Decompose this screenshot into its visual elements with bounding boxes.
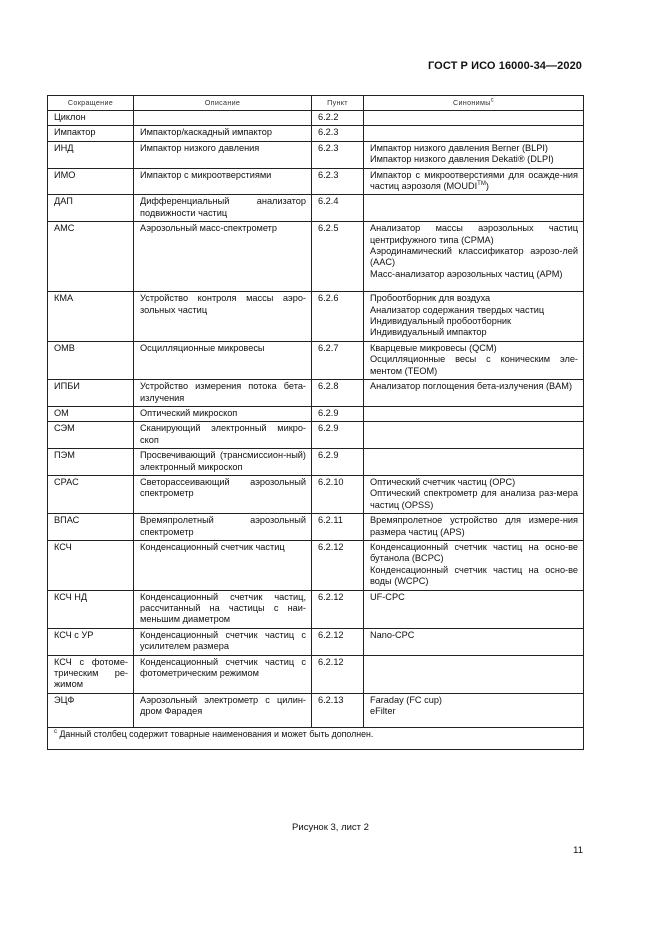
table-footnote bbox=[48, 727, 584, 749]
cell-synonyms bbox=[364, 628, 584, 655]
synonym-text: Импактор с микроотверстиями для осажде-ния частиц аэрозоля (MOUDI bbox=[370, 169, 578, 192]
cell-abbreviation: КСЧ НД bbox=[48, 590, 134, 628]
synonym-text: Аэродинамический классификатор аэрозо-лей (AAC) bbox=[370, 246, 578, 268]
synonym-line bbox=[370, 477, 578, 488]
cell-clause: 6.2.3 bbox=[312, 168, 364, 195]
cell-clause: 6.2.7 bbox=[312, 341, 364, 379]
cell-abbreviation: СЭМ bbox=[48, 422, 134, 449]
cell-synonyms bbox=[364, 380, 584, 407]
synonym-line bbox=[370, 327, 578, 338]
cell-description: Устройство контроля массы аэро-зольных частиц bbox=[134, 292, 312, 342]
column-header-abbr: Сокращение bbox=[48, 96, 134, 111]
cell-clause: 6.2.9 bbox=[312, 406, 364, 421]
table-row bbox=[48, 475, 584, 513]
cell-clause: 6.2.5 bbox=[312, 222, 364, 292]
cell-description: Сканирующий электронный микро-скоп bbox=[134, 422, 312, 449]
synonym-line bbox=[370, 488, 578, 511]
column-header-clause: Пункт bbox=[312, 96, 364, 111]
synonym-text: Импактор низкого давления Berner (BLPI) bbox=[370, 142, 548, 153]
abbreviations-table bbox=[47, 95, 584, 750]
synonym-text: Кварцевые микровесы (QCM) bbox=[370, 342, 497, 353]
footnote-mark: c bbox=[54, 728, 57, 735]
table-row bbox=[48, 292, 584, 342]
cell-description: Конденсационный счетчик частиц с фотометрическим режимом bbox=[134, 655, 312, 693]
cell-clause: 6.2.10 bbox=[312, 475, 364, 513]
table-row bbox=[48, 111, 584, 126]
synonym-line bbox=[370, 706, 578, 717]
cell-description: Устройство измерения потока бета-излучения bbox=[134, 380, 312, 407]
cell-clause: 6.2.8 bbox=[312, 380, 364, 407]
cell-abbreviation: СРАС bbox=[48, 475, 134, 513]
synonym-line bbox=[370, 515, 578, 538]
column-header-desc: Описание bbox=[134, 96, 312, 111]
table-row bbox=[48, 540, 584, 590]
column-header-synonyms bbox=[364, 96, 584, 111]
cell-synonyms bbox=[364, 449, 584, 476]
cell-synonyms bbox=[364, 655, 584, 693]
synonym-line bbox=[370, 143, 578, 154]
cell-abbreviation: Импактор bbox=[48, 126, 134, 141]
cell-synonyms bbox=[364, 141, 584, 168]
table-row bbox=[48, 126, 584, 141]
synonym-line bbox=[370, 293, 578, 304]
table-row bbox=[48, 406, 584, 421]
synonym-line bbox=[370, 269, 578, 280]
cell-abbreviation: ДАП bbox=[48, 195, 134, 222]
cell-synonyms bbox=[364, 292, 584, 342]
synonym-line bbox=[370, 354, 578, 377]
synonym-text: Пробоотборник для воздуха bbox=[370, 293, 491, 304]
cell-abbreviation: ПЭМ bbox=[48, 449, 134, 476]
cell-abbreviation: ВПАС bbox=[48, 514, 134, 541]
synonym-line bbox=[370, 592, 578, 603]
table-row bbox=[48, 141, 584, 168]
synonym-text: eFilter bbox=[370, 706, 396, 717]
synonym-text: UF-CPC bbox=[370, 591, 405, 602]
cell-synonyms bbox=[364, 693, 584, 727]
synonym-line bbox=[370, 170, 578, 193]
synonym-line bbox=[370, 695, 578, 706]
column-header-synonyms-label: Синонимы bbox=[453, 98, 491, 108]
cell-synonyms bbox=[364, 514, 584, 541]
synonym-line bbox=[370, 154, 578, 165]
cell-clause: 6.2.12 bbox=[312, 540, 364, 590]
synonym-line bbox=[370, 316, 578, 327]
page-number: 11 bbox=[573, 845, 583, 856]
cell-synonyms bbox=[364, 111, 584, 126]
table-row bbox=[48, 514, 584, 541]
synonym-text: Импактор низкого давления Dekati® (DLPI) bbox=[370, 154, 554, 165]
table-row bbox=[48, 195, 584, 222]
table-row bbox=[48, 168, 584, 195]
document-header: ГОСТ Р ИСО 16000-34—2020 bbox=[427, 60, 582, 72]
synonym-line bbox=[370, 565, 578, 588]
cell-synonyms bbox=[364, 475, 584, 513]
synonym-text: Индивидуальный пробоотборник bbox=[370, 316, 512, 327]
cell-description: Времяпролетный аэрозольный спектрометр bbox=[134, 514, 312, 541]
synonym-text: Времяпролетное устройство для измере-ния размера частиц (APS) bbox=[370, 515, 578, 537]
cell-description: Конденсационный счетчик частиц с усилителем размера bbox=[134, 628, 312, 655]
cell-description: Оптический микроскоп bbox=[134, 406, 312, 421]
cell-clause: 6.2.12 bbox=[312, 590, 364, 628]
cell-synonyms bbox=[364, 540, 584, 590]
footnote-ref: c bbox=[490, 97, 494, 104]
cell-abbreviation: ОМВ bbox=[48, 341, 134, 379]
cell-description: Импактор низкого давления bbox=[134, 141, 312, 168]
cell-description: Конденсационный счетчик частиц bbox=[134, 540, 312, 590]
cell-abbreviation: КСЧ bbox=[48, 540, 134, 590]
cell-clause: 6.2.9 bbox=[312, 449, 364, 476]
cell-abbreviation: ОМ bbox=[48, 406, 134, 421]
table-row bbox=[48, 380, 584, 407]
table-row bbox=[48, 590, 584, 628]
cell-synonyms bbox=[364, 406, 584, 421]
cell-clause: 6.2.13 bbox=[312, 693, 364, 727]
synonym-line bbox=[370, 343, 578, 354]
synonym-text: Faraday (FC cup) bbox=[370, 694, 442, 705]
figure-caption: Рисунок 3, лист 2 bbox=[292, 822, 369, 833]
table-row bbox=[48, 693, 584, 727]
table-row bbox=[48, 655, 584, 693]
cell-clause: 6.2.11 bbox=[312, 514, 364, 541]
cell-synonyms bbox=[364, 422, 584, 449]
table-row bbox=[48, 341, 584, 379]
synonym-text: Конденсационный счетчик частиц на осно-ве воды (WCPC) bbox=[370, 564, 578, 587]
footnote-text: Данный столбец содержит товарные наименования и может быть дополнен. bbox=[59, 728, 374, 739]
cell-clause: 6.2.3 bbox=[312, 126, 364, 141]
synonym-text: Оптический счетчик частиц (OPC) bbox=[370, 476, 516, 487]
cell-synonyms bbox=[364, 126, 584, 141]
cell-clause: 6.2.12 bbox=[312, 628, 364, 655]
cell-abbreviation: Циклон bbox=[48, 111, 134, 126]
cell-synonyms bbox=[364, 590, 584, 628]
cell-abbreviation: КМА bbox=[48, 292, 134, 342]
table-row bbox=[48, 628, 584, 655]
footnote-row bbox=[48, 727, 584, 749]
cell-abbreviation: ИПБИ bbox=[48, 380, 134, 407]
synonym-text: Анализатор массы аэрозольных частиц центрифужного типа (CPMA) bbox=[370, 223, 578, 245]
cell-synonyms bbox=[364, 341, 584, 379]
cell-abbreviation: ИМО bbox=[48, 168, 134, 195]
trademark-superscript: TM bbox=[477, 180, 486, 187]
cell-description: Импактор/каскадный импактор bbox=[134, 126, 312, 141]
synonym-line bbox=[370, 381, 578, 392]
cell-abbreviation: АМС bbox=[48, 222, 134, 292]
synonym-text: Масс-анализатор аэрозольных частиц (APM) bbox=[370, 268, 563, 279]
cell-clause: 6.2.12 bbox=[312, 655, 364, 693]
cell-synonyms bbox=[364, 168, 584, 195]
cell-abbreviation: ИНД bbox=[48, 141, 134, 168]
cell-clause: 6.2.2 bbox=[312, 111, 364, 126]
synonym-line bbox=[370, 223, 578, 246]
cell-synonyms bbox=[364, 195, 584, 222]
cell-abbreviation: ЭЦФ bbox=[48, 693, 134, 727]
cell-description: Просвечивающий (трансмиссион-ный) электронный микроскоп bbox=[134, 449, 312, 476]
cell-description: Аэрозольный масс-спектрометр bbox=[134, 222, 312, 292]
table-row bbox=[48, 222, 584, 292]
cell-clause: 6.2.4 bbox=[312, 195, 364, 222]
cell-abbreviation: КСЧ с УР bbox=[48, 628, 134, 655]
cell-description: Конденсационный счетчик частиц, рассчитанный на частицы с наи-меньшим диаметром bbox=[134, 590, 312, 628]
synonym-text: Осцилляционные весы с коническим эле-ментом (TEOM) bbox=[370, 354, 578, 376]
synonym-text: Индивидуальный импактор bbox=[370, 327, 487, 338]
synonym-line bbox=[370, 630, 578, 641]
synonym-text: Оптический спектрометр для анализа раз-мера частиц (OPSS) bbox=[370, 488, 578, 510]
cell-clause: 6.2.9 bbox=[312, 422, 364, 449]
cell-description: Осцилляционные микровесы bbox=[134, 341, 312, 379]
cell-description: Импактор с микроотверстиями bbox=[134, 168, 312, 195]
cell-description bbox=[134, 111, 312, 126]
cell-description: Светорассеивающий аэрозольный спектрометр bbox=[134, 475, 312, 513]
cell-clause: 6.2.6 bbox=[312, 292, 364, 342]
cell-abbreviation: КСЧ с фотоме-трическим ре-жимом bbox=[48, 655, 134, 693]
table-header-row bbox=[48, 96, 584, 111]
synonym-tail: ) bbox=[485, 181, 489, 192]
cell-synonyms bbox=[364, 222, 584, 292]
synonym-line bbox=[370, 305, 578, 316]
synonym-text: Анализатор содержания твердых частиц bbox=[370, 304, 545, 315]
synonym-line bbox=[370, 542, 578, 565]
synonym-line bbox=[370, 246, 578, 269]
cell-description: Аэрозольный электрометр с цилин-дром Фарадея bbox=[134, 693, 312, 727]
synonym-text: Nano-CPC bbox=[370, 629, 415, 640]
table-row bbox=[48, 449, 584, 476]
synonym-text: Анализатор поглощения бета-излучения (BAM) bbox=[370, 381, 572, 392]
table-row bbox=[48, 422, 584, 449]
cell-clause: 6.2.3 bbox=[312, 141, 364, 168]
table-body bbox=[48, 111, 584, 728]
cell-description: Дифференциальный анализатор подвижности частиц bbox=[134, 195, 312, 222]
synonym-text: Конденсационный счетчик частиц на осно-ве бутанола (BCPC) bbox=[370, 541, 578, 564]
